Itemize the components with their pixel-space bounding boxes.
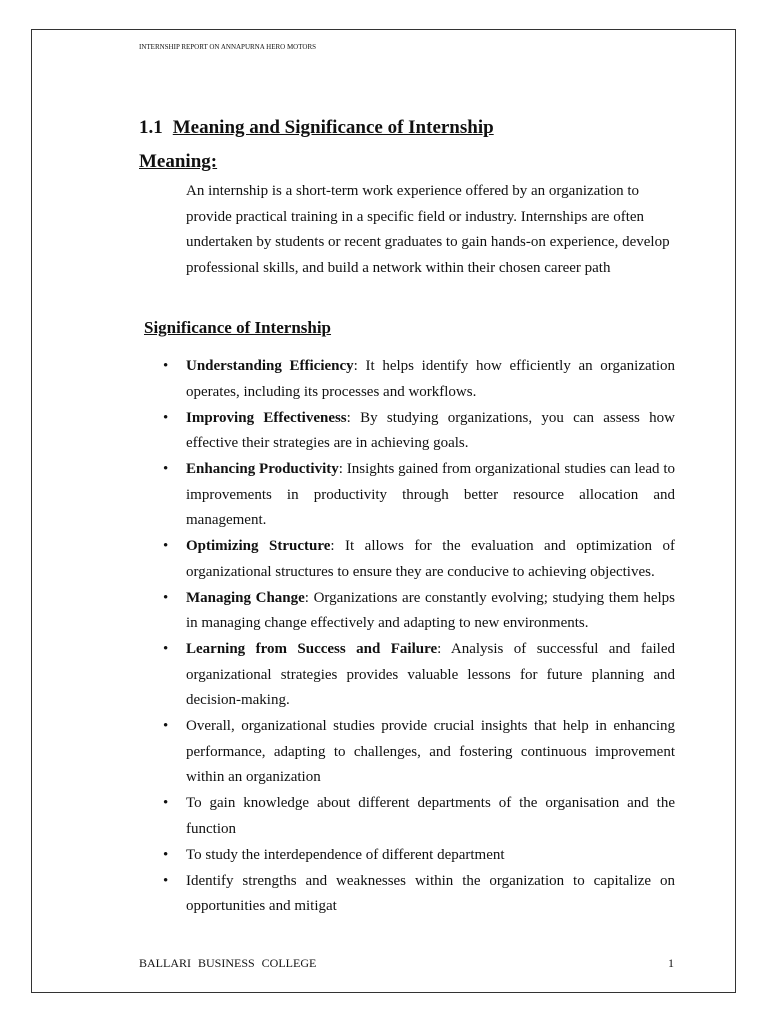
list-item — [186, 714, 675, 791]
item-lead: Learning from Success and Failure — [186, 641, 438, 657]
item-lead: Enhancing Productivity — [186, 461, 339, 477]
item-text: : By studying organizations, you can assess how effective their strategies are in achieving goals. — [186, 409, 675, 451]
meaning-heading: Meaning: — [139, 151, 218, 172]
section-number: 1.1 — [139, 117, 163, 138]
section-title — [139, 117, 494, 139]
item-lead: Understanding Efficiency — [186, 358, 354, 374]
significance-heading: Significance of Internship — [144, 318, 332, 337]
list-item — [186, 869, 675, 920]
item-text: Overall, organizational studies provide crucial insights that help in enhancing performance, adapting to challenges, and fostering continuous improvement within an organization — [186, 718, 675, 785]
list-item — [186, 354, 675, 405]
item-text: : It allows for the evaluation and optimization of organizational structures to ensure they are conducive to achieving objectives. — [186, 538, 675, 580]
running-header: INTERNSHIP REPORT ON ANNAPURNA HERO MOTORS — [139, 43, 317, 51]
item-text: : Insights gained from organizational studies can lead to improvements in productivity through better resource allocation and management. — [186, 461, 675, 528]
section-title-text: Meaning and Significance of Internship — [172, 117, 494, 138]
item-lead: Improving Effectiveness — [186, 409, 347, 426]
item-lead: Optimizing Structure — [186, 538, 331, 554]
footer-college-name: BALLARI BUSINESS COLLEGE — [139, 956, 317, 970]
list-item — [186, 534, 675, 585]
list-item — [186, 586, 675, 637]
list-item — [186, 406, 675, 457]
item-text: : Analysis of successful and failed organizational strategies provides valuable lessons for future planning and decision-making. — [186, 641, 675, 708]
list-item — [186, 843, 675, 869]
list-item — [186, 457, 675, 534]
list-item — [186, 791, 675, 842]
page-number: 1 — [668, 956, 674, 970]
item-text: To gain knowledge about different departments of the organisation and the function — [186, 795, 675, 837]
item-text: Identify strengths and weaknesses within the organization to capitalize on opportunities and mitigat — [186, 872, 675, 914]
list-item — [186, 637, 675, 714]
item-lead: Managing Change — [186, 589, 305, 606]
meaning-paragraph: An internship is a short-term work experience offered by an organization to provide practical training in a specific field or industry. Internships are often undertaken by students or recent graduates to gain hands-on experience, develop professional skills, and build a network within their chosen career path — [186, 183, 670, 276]
item-text: To study the interdependence of different department — [186, 846, 505, 863]
significance-list — [186, 354, 675, 920]
item-text: : It helps identify how efficiently an organization operates, including its processes and workflows. — [186, 358, 675, 400]
item-text: : Organizations are constantly evolving; studying them helps in managing change effectively and adapting to new environments. — [186, 589, 675, 631]
